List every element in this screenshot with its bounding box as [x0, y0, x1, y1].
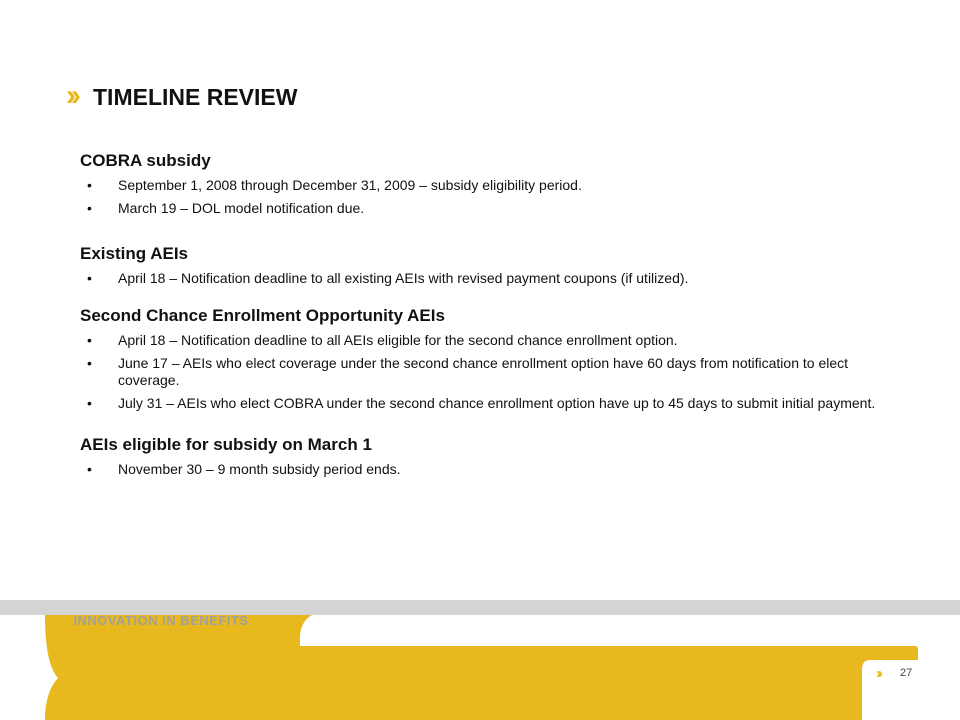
bullet-dot: •: [87, 395, 92, 411]
bullet-list: [80, 332, 880, 412]
list-item: [80, 395, 880, 412]
section-second-chance-aeis: [80, 305, 880, 412]
double-chevron-right-icon: ››: [876, 665, 880, 682]
list-item-text: November 30 – 9 month subsidy period ends.: [118, 461, 401, 477]
section-heading: Second Chance Enrollment Opportunity AEIs: [80, 306, 445, 325]
list-item: [80, 355, 880, 389]
footer-yellow-band: [45, 615, 918, 720]
list-item: [80, 200, 880, 217]
double-chevron-right-icon: ››: [66, 79, 76, 112]
bullet-list: [80, 177, 880, 217]
section-heading: AEIs eligible for subsidy on March 1: [80, 435, 372, 454]
slide-title: TIMELINE REVIEW: [93, 84, 298, 110]
bullet-dot: •: [87, 332, 92, 348]
list-item-text: April 18 – Notification deadline to all existing AEIs with revised payment coupons (if utilized).: [118, 270, 689, 286]
section-cobra-subsidy: [80, 150, 880, 217]
bullet-list: [80, 270, 880, 287]
footer-brand-text: INNOVATION IN BENEFITS: [73, 613, 249, 628]
bullet-dot: •: [87, 461, 92, 477]
list-item: [80, 177, 880, 194]
list-item: [80, 270, 880, 287]
bullet-dot: •: [87, 270, 92, 286]
section-heading: COBRA subsidy: [80, 151, 211, 170]
list-item: [80, 461, 880, 478]
page-number: 27: [900, 667, 913, 679]
bullet-dot: •: [87, 177, 92, 193]
bullet-list: [80, 461, 880, 478]
double-chevron-right-icon: ››: [66, 612, 70, 628]
list-item-text: March 19 – DOL model notification due.: [118, 200, 365, 216]
list-item: [80, 332, 880, 349]
slide-content: [80, 150, 880, 484]
list-item-text: June 17 – AEIs who elect coverage under the second chance enrollment option have 60 days from notification to elect coverage.: [118, 355, 849, 388]
section-heading: Existing AEIs: [80, 244, 189, 263]
bullet-dot: •: [87, 200, 92, 216]
list-item-text: September 1, 2008 through December 31, 2009 – subsidy eligibility period.: [118, 177, 582, 193]
list-item-text: April 18 – Notification deadline to all AEIs eligible for the second chance enrollment option.: [118, 332, 678, 348]
list-item-text: July 31 – AEIs who elect COBRA under the second chance enrollment option have up to 45 days to submit initial payment.: [118, 395, 876, 411]
section-existing-aeis: [80, 243, 880, 287]
footer-brand: [66, 612, 249, 628]
section-aeis-eligible-march-1: [80, 434, 880, 478]
bullet-dot: •: [87, 355, 92, 371]
footer-copyright: ©2009 Trion. All Rights Reserved.: [70, 688, 230, 699]
